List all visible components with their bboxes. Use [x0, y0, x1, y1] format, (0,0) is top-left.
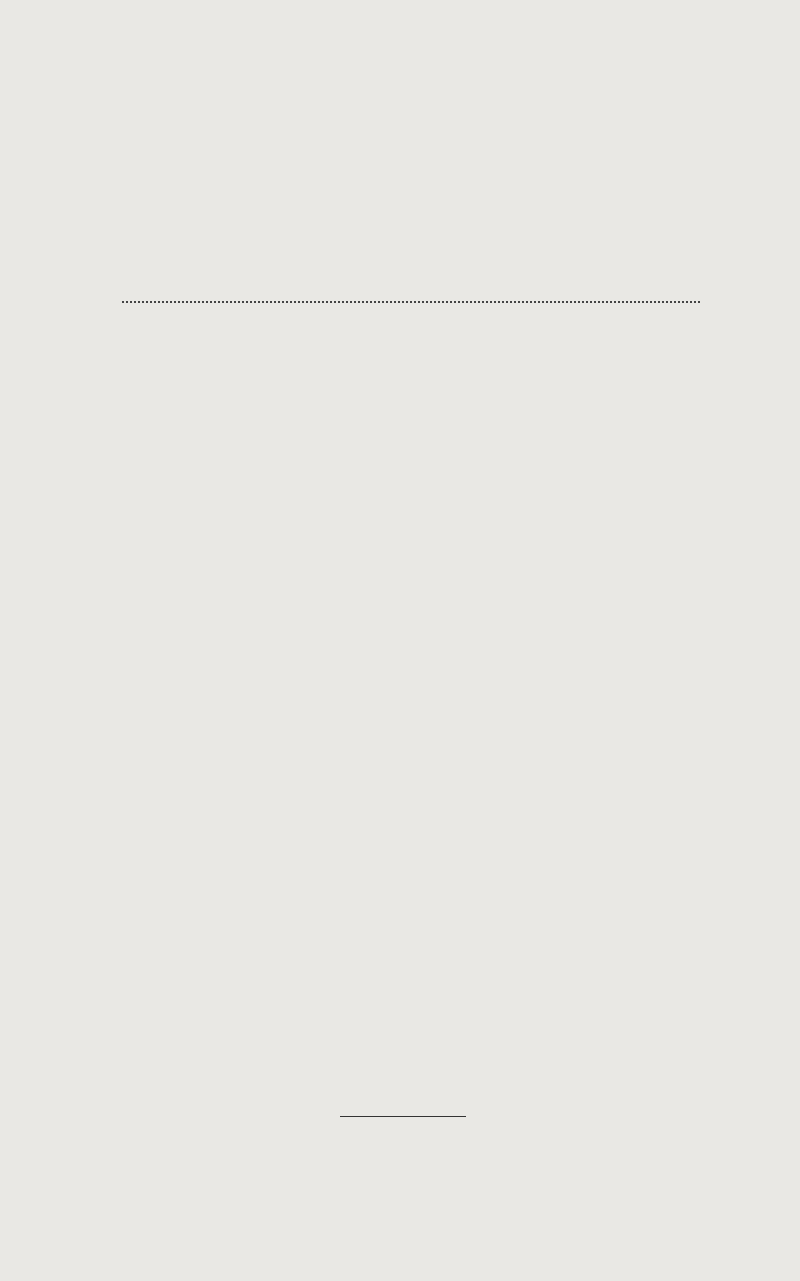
dot-leader — [122, 300, 700, 303]
end-rule — [340, 1116, 466, 1117]
toc-row — [118, 300, 738, 307]
